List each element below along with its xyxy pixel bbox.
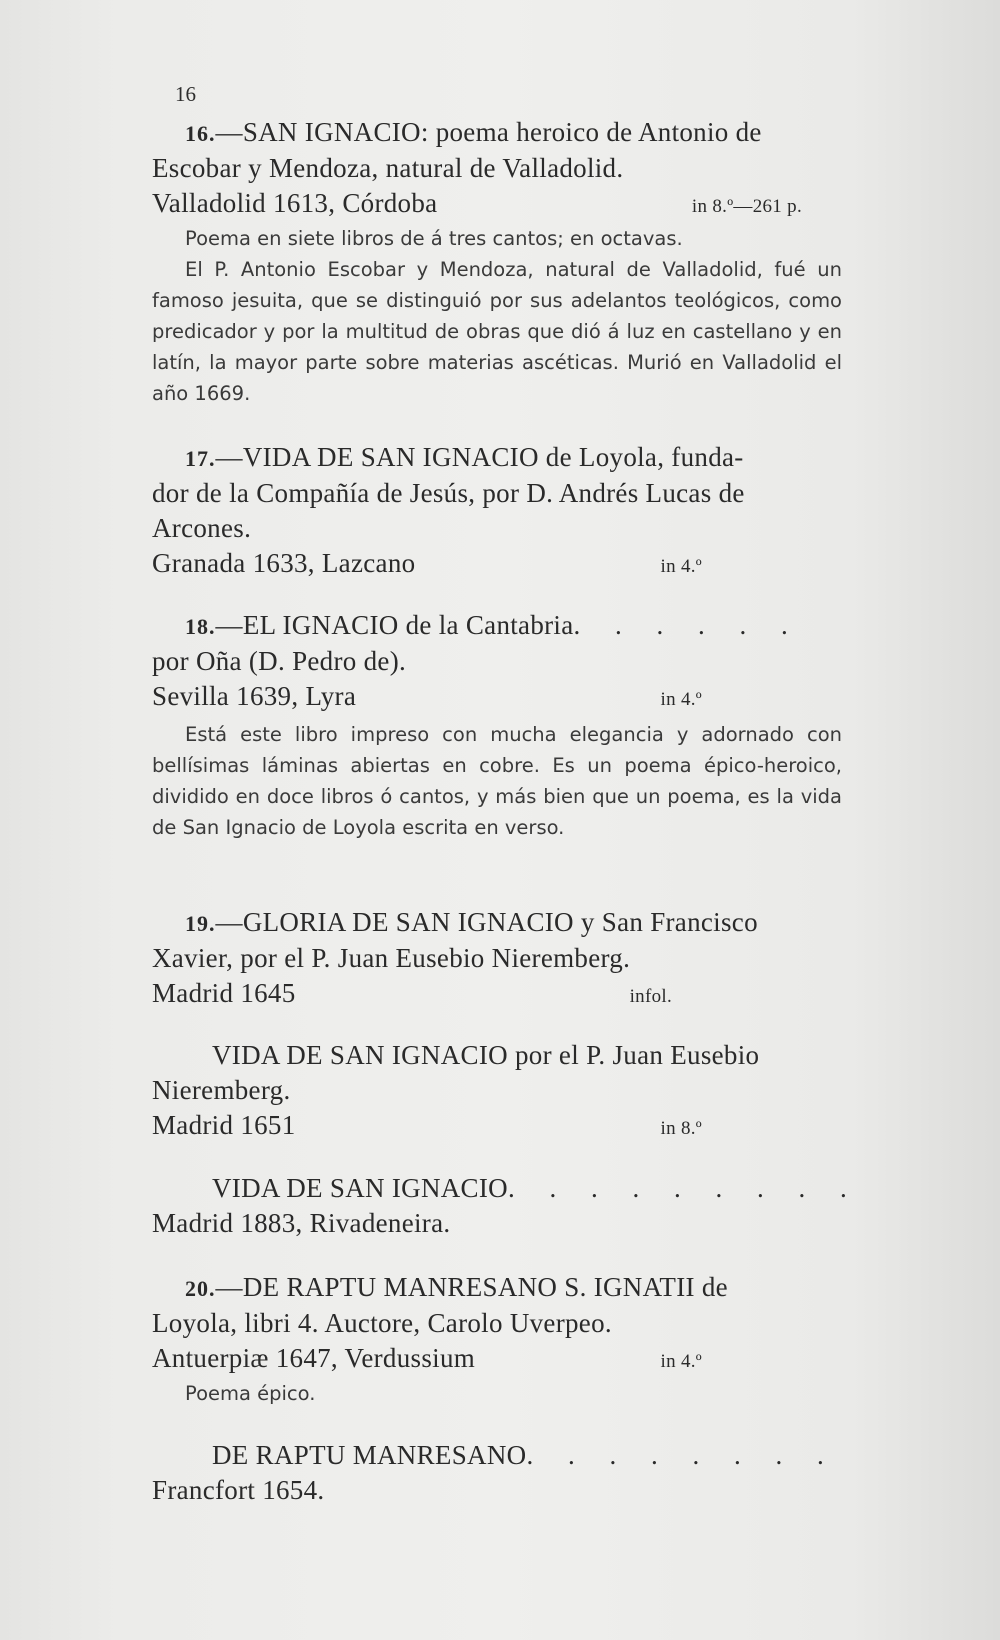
entry-19 bbox=[152, 905, 842, 1011]
leader-dots: . . . . . . . . bbox=[526, 1440, 838, 1470]
entry-note: Poema épico. bbox=[185, 1382, 316, 1405]
entry-number: 19. bbox=[185, 911, 216, 936]
entry-20 bbox=[152, 1270, 842, 1409]
entry-title-line: 17.—VIDA DE SAN IGNACIO de Loyola, funda- bbox=[185, 442, 744, 472]
entry-16 bbox=[152, 115, 842, 409]
entry-imprint-row bbox=[152, 679, 842, 714]
entry-format: in 4.º bbox=[660, 689, 702, 710]
leader-dots: . . . . . . bbox=[573, 610, 802, 640]
entry-imprint: Madrid 1883, Rivadeneira. bbox=[152, 1208, 451, 1238]
entry-title: VIDA DE SAN IGNACIO de Loyola, funda- bbox=[242, 442, 744, 472]
entry-imprint-row bbox=[152, 546, 842, 581]
entry-imprint-row bbox=[152, 1341, 842, 1376]
entry-title-continuation: Nieremberg. bbox=[152, 1075, 291, 1105]
entry-title: EL IGNACIO de la Cantabria bbox=[242, 610, 574, 640]
entry-title-continuation: Xavier, por el P. Juan Eusebio Nieremberg. bbox=[152, 943, 631, 973]
entry-format: in 8.º bbox=[660, 1118, 702, 1139]
entry-title-line bbox=[152, 1438, 842, 1473]
entry-imprint: Madrid 1651 bbox=[152, 1110, 296, 1140]
entry-title-continuation-2: Arcones. bbox=[152, 513, 252, 543]
entry-title: GLORIA DE SAN IGNACIO y San Francisco bbox=[242, 907, 758, 937]
entry-title-line: 18.—EL IGNACIO de la Cantabria. . . . . . bbox=[185, 610, 802, 640]
entry-title: VIDA DE SAN IGNACIO por el P. Juan Eusebio bbox=[212, 1040, 760, 1070]
entry-title: DE RAPTU MANRESANO S. IGNATII de bbox=[242, 1272, 728, 1302]
entry-20-francfort bbox=[152, 1438, 842, 1508]
page-number: 16 bbox=[175, 82, 196, 106]
entry-19-vida-1883 bbox=[152, 1171, 861, 1241]
entry-number: 17. bbox=[185, 446, 216, 471]
entry-imprint: Sevilla 1639, Lyra bbox=[152, 681, 357, 711]
entry-title-continuation: por Oña (D. Pedro de). bbox=[152, 646, 407, 676]
entry-note: Poema en siete libros de á tres cantos; en octavas. bbox=[185, 227, 683, 250]
entry-imprint: Madrid 1645 bbox=[152, 978, 296, 1008]
entry-number: 18. bbox=[185, 614, 216, 639]
entry-imprint: Valladolid 1613, Córdoba bbox=[152, 188, 438, 218]
entry-imprint-row bbox=[152, 1108, 842, 1143]
entry-imprint: Antuerpiæ 1647, Verdussium bbox=[152, 1343, 476, 1373]
entry-title-continuation: Escobar y Mendoza, natural de Valladolid. bbox=[152, 153, 624, 183]
entry-19-vida bbox=[152, 1038, 842, 1143]
entry-title-line: 20.—DE RAPTU MANRESANO S. IGNATII de bbox=[185, 1272, 728, 1302]
entry-title-continuation: Loyola, libri 4. Auctore, Carolo Uverpeo. bbox=[152, 1308, 612, 1338]
leader-dots: . . . . . . . . . bbox=[507, 1173, 861, 1203]
entry-format: in 8.º—261 p. bbox=[691, 196, 802, 217]
entry-imprint-row bbox=[152, 976, 842, 1011]
entry-title: DE RAPTU MANRESANO bbox=[212, 1440, 527, 1470]
entry-18 bbox=[152, 608, 842, 843]
entry-imprint: Francfort 1654. bbox=[152, 1475, 325, 1505]
entry-title-line bbox=[152, 1171, 861, 1206]
entry-format: infol. bbox=[629, 986, 672, 1007]
entry-title: SAN IGNACIO: poema heroico de Antonio de bbox=[242, 117, 762, 147]
entry-note-bio: El P. Antonio Escobar y Mendoza, natural de Valladolid, fué un famoso jesuita, que se distinguió por sus adelantos teológicos, como predicador y por la multitud de obras que dió á luz en castellano y en latín, la mayor parte sobre materias ascéticas. Murió en Valladolid el año 1669. bbox=[152, 258, 842, 405]
entry-format: in 4.º bbox=[660, 556, 702, 577]
entry-title: VIDA DE SAN IGNACIO bbox=[212, 1173, 508, 1203]
entry-number: 16. bbox=[185, 121, 216, 146]
entry-number: 20. bbox=[185, 1276, 216, 1301]
entry-format: in 4.º bbox=[660, 1351, 702, 1372]
entry-imprint-row bbox=[152, 186, 842, 221]
entry-17 bbox=[152, 440, 842, 581]
entry-title-line: 19.—GLORIA DE SAN IGNACIO y San Francisco bbox=[185, 907, 758, 937]
entry-title-continuation: dor de la Compañía de Jesús, por D. Andrés Lucas de bbox=[152, 478, 745, 508]
entry-title-line: 16.—SAN IGNACIO: poema heroico de Antonio de bbox=[185, 117, 762, 147]
entry-imprint: Granada 1633, Lazcano bbox=[152, 548, 416, 578]
entry-note: Está este libro impreso con mucha elegancia y adornado con bellísimas láminas abiertas en cobre. Es un poema épico-heroico, dividido en doce libros ó cantos, y más bien que un poema, es la vida de San Ignacio de Loyola escrita en verso. bbox=[152, 723, 842, 839]
